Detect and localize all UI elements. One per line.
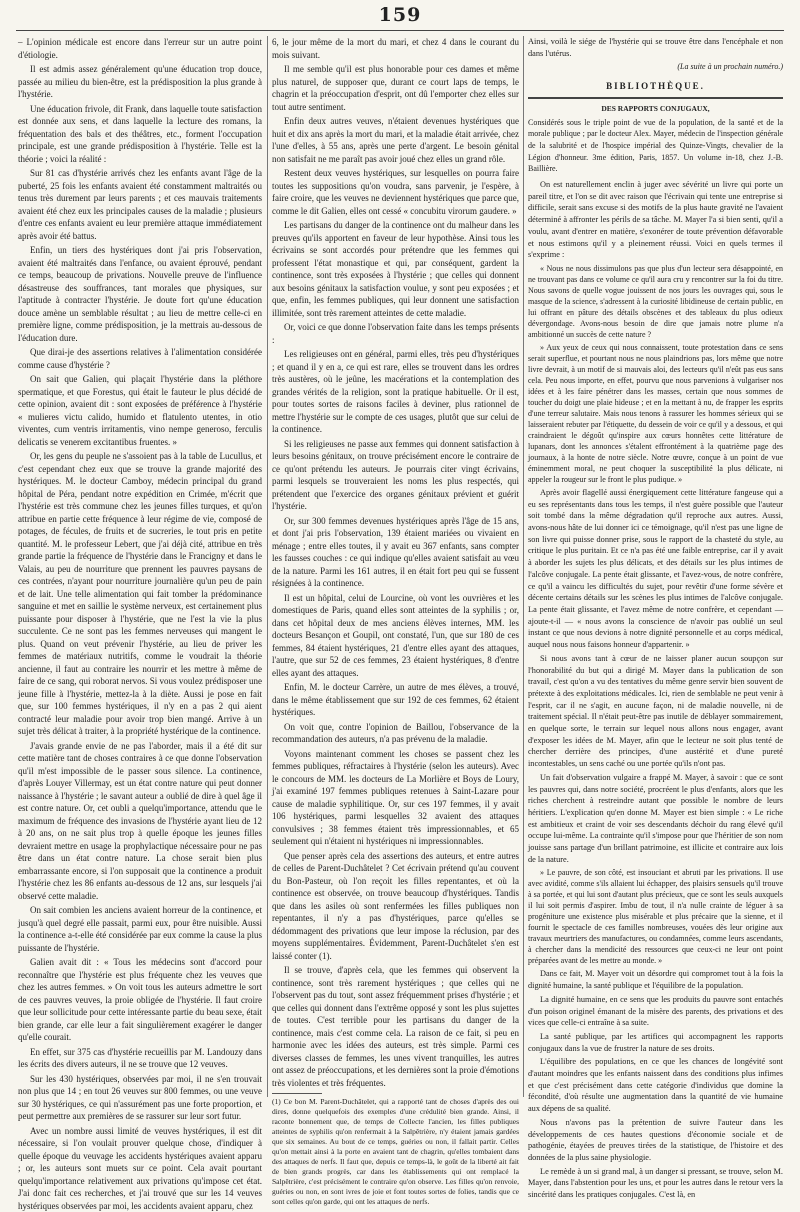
column-divider (523, 36, 524, 1097)
quote-paragraph: » Le pauvre, de son côté, est insouciant et abruti par les privations. Il use avec avidité, comme s'ils allaient lui échapper, des plaisirs sensuels qu'il trouve à sa portée, et qui lui sont d'autant plus précieux, que ce sont les seuls auxquels il lui soit permis d'aspirer. Imbu de tout, il n'a nulle crainte de léguer à sa progéniture une existence plus misérable et plus précaire que la sienne, et il fournit le spectacle de ces familles nombreuses, vouées dès leur origine aux travaux meurtriers des manufactures, ou condamnées, comme leurs ascendants, à chercher dans la mendicité des ressources que ceux-ci ne leur ont point préparées avant de les mettre au monde. » (528, 867, 783, 966)
to-be-continued-note: (La suite à un prochain numéro.) (528, 61, 783, 73)
paragraph: Un fait d'observation vulgaire a frappé M. Mayer, à savoir : que ce sont les pauvres qui, dans notre société, procréent le plus d'enfants, alors que les riches cherchent à restreindre autant que possible le nombre de leurs héritiers. L'explication qu'en donne M. Mayer est bien simple : « Le riche est ambitieux et craint de voir ses descendants déchoir du rang élevé qu'il occupe lui-même. La contrainte qu'il s'impose pour que l'héritier de son nom jouisse sans partage d'un brillant patrimoine, est illicite et contraire aux lois de la nature. (528, 772, 783, 866)
paragraph: Galien avait dit : « Tous les médecins sont d'accord pour reconnaître que l'hystérie est plus fréquente chez les veuves que chez les autres femmes. » On voit tous les auteurs admettre le sort de ces pauvres veuves, la proie obligée de l'hystérie. Il faut croire que leur sollicitude pour cette intéressante partie du beau sexe, était bien grande, car elle leur a fait singulièrement exagérer le danger qu'elle courait. (18, 956, 262, 1044)
paragraph: On sait que Galien, qui plaçait l'hystérie dans la pléthore spermatique, et que Forestus, qui était le fauteur le plus décidé de cette opinion, avaient dit : sont exposées de préférence à l'hystérie « mulieres victu calido, humido et flatulento utentes, in otio viventes, cum ventris irritamentis, vino nempe generoso, ferculis delicatis se venerem excitantibus fruentes. » (18, 373, 262, 448)
paragraph: Dans ce fait, M. Mayer voit un désordre qui compromet tout à la fois la dignité humaine, la santé publique et l'équilibre de la population. (528, 968, 783, 991)
paragraph: On sait combien les anciens avaient horreur de la continence, et jusqu'à quel degré elle passait, parmi eux, pour être nuisible. Aussi la continence a-t-elle été considérée par eux comme la cause la plus puissante de l'hystérie. (18, 904, 262, 954)
paragraph: Restent deux veuves hystériques, sur lesquelles on pourra faire toutes les suppositions qu'on voudra, sans parvenir, je l'espère, à faire croire, que les veuves ne deviennent hystériques que parce que, comme le dit Galien, elles ont cessé « concubitu virorum gaudere. » (272, 167, 519, 217)
paragraph: Le remède à un si grand mal, à un danger si pressant, se trouve, selon M. Mayer, dans l'abstention pour les uns, et pour les autres dans le retour vers la sincérité dans les pratiques conjugales. C'est là, en (528, 1166, 783, 1201)
paragraph: Après avoir flagellé aussi énergiquement cette littérature fangeuse qui a eu ses représentants dans tous les temps, il n'est guère possible que l'auteur soit tombé dans la même dégradation qu'il reproche aux autres. Aussi, avons-nous hâte de lui donner ici ce témoignage, qu'il n'est pas une ligne de son livre qui puisse donner prise, sous le rapport de la chasteté du style, au critique le plus puritain. Et ce n'a pas été une faible entreprise, car il y avait à aborder les sujets les plus délicats, et des détails sur les plus intimes de l'alcôve conjugale. La pente était glissante, et l'avez-vous, de notre confrère, ce qu'il a vaincu les difficultés du sujet, pour revêtir d'une forme sévère et décente certains détails sur les scènes les plus intimes de l'alcôve conjugale. La pente était glissante, et l'avez même de notre confrère, et cependant — ajoute-t-il — « nous avons la conscience de n'avoir pas oublié un seul instant ce que nous devions à notre dignité personnelle et au corps médical, auquel nous nous faisons honneur d'appartenir. » (528, 487, 783, 651)
paragraph: Les partisans du danger de la continence ont du malheur dans les preuves qu'ils apportent en faveur de leur hypothèse. Ainsi tous les écrivains se sont accordés pour prétendre que les femmes qui professent l'état monastique et qui, par conséquent, gardent la continence, sont très exposées à l'hystérie ; que celles qui donnent aux besoins génitaux la satisfaction voulue, y sont peu exposées ; et que, enfin, les femmes publiques, qui leur donnent une satisfaction illimitée, sont très rarement atteintes de cette maladie. (272, 219, 519, 319)
page-number: 159 (0, 4, 800, 26)
paragraph: Voyons maintenant comment les choses se passent chez les femmes publiques, réfractaires à l'hystérie (selon les auteurs). Avec le concours de MM. les docteurs de La Morlière et Boys de Loury, j'ai examiné 197 femmes publiques retenues à Saint-Lazare pour cause de maladie syphilitique. Or, sur ces 197 femmes, il y avait 106 hystériques, parmi lesquelles 32 avaient des attaques convulsives ; 38 femmes étaient très impressionnables, et 65 seulement qui n'étaient ni hystériques ni impressionnables. (272, 748, 519, 848)
paragraph: – L'opinion médicale est encore dans l'erreur sur un autre point d'étiologie. (18, 36, 262, 61)
paragraph: Or, les gens du peuple ne s'assoient pas à la table de Lucullus, et c'est cependant chez eux que se trouve la grande majorité des hystériques. M. le docteur Camboy, médecin principal du grand hôpital de Péra, pendant notre expédition en Crimée, m'écrit que l'hystérie est très commune chez les jeunes filles turques, et qu'on attribue en partie cette fréquence à leur régime de vie, composé de potages, de fécules, de fruits et de sucreries, le tout pris en petite quantité. M. le professeur Lebert, que j'ai déjà cité, attribue en très grande partie la fréquence de l'hystérie dans le Francigny et dans le Valais, au peu de nourriture que prennent les pauvres paysans de ces contrées, n'ayant pour nourriture journalière qu'un peu de pain et de lait. Une telle alimentation qui fait tomber la prédominance sanguine et met en saillie le système nerveux, est certainement plus puissante pour disposer à l'hystérie, que ne l'est la vie la plus succulente. Ce ne sont pas les femmes nerveuses qui mangent le plus. Quand on veut prévenir l'hystérie, au lieu de priver les femmes de matériaux nutritifs, comme le voudrait la théorie ancienne, il faut au contraire les nourrir et les mettre à même de faire de ce sang, qui roborat nervos. Si vous voulez prédisposer une jeune fille à l'hystérie, mettez-la à la diète. Aussi je pose en fait que, sur 100 femmes hystériques, il n'y en a pas 2 qui aient contracté leur maladie pour avoir trop bien mangé. Arrive à un sujet très délicat à traiter, à la propriété hystérique de la continence. (18, 450, 262, 738)
paragraph: Or, voici ce que donne l'observation faite dans les temps présents : (272, 321, 519, 346)
paragraph: Nous n'avons pas la prétention de suivre l'auteur dans les développements de ces hautes questions d'économie sociale et de pathogénie, étayées de preuves tirées de la statistique, de l'histoire et des données de la plus saine physiologie. (528, 1117, 783, 1164)
paragraph: Il me semble qu'il est plus honorable pour ces dames et même plus naturel, de supposer que, durant ce court laps de temps, le chagrin et la préoccupation d'esprit, ont dû l'emporter chez elles sur tout autre sentiment. (272, 63, 519, 113)
section-heading: BIBLIOTHÈQUE. (528, 77, 783, 99)
paragraph: En effet, sur 375 cas d'hystérie recueillis par M. Landouzy dans les écrits des divers auteurs, il ne se trouve que 12 veuves. (18, 1046, 262, 1071)
review-title: DES RAPPORTS CONJUGAUX, (528, 103, 783, 115)
paragraph: Il se trouve, d'après cela, que les femmes qui observent la continence, sont très rarement hystériques ; que celles qui ne l'observent pas du tout, sont assez fréquemment prises d'hystérie ; et que celles qui donnent dans l'extrême opposé y sont les plus sujettes de toutes. C'est terrible pour les partisans du danger de la continence, mais c'est comme cela. La raison de ce fait, si peu en harmonie avec les idées des auteurs, est très simple. Parmi ces diverses classes de femmes, les unes vivent tranquilles, les autres ont assez de préoccupations, et les dernières sont la proie d'émotions très violentes et très fréquentes. (272, 964, 519, 1089)
paragraph: 6, le jour même de la mort du mari, et chez 4 dans le courant du mois suivant. (272, 36, 519, 61)
paragraph: Sur 81 cas d'hystérie arrivés chez les enfants avant l'âge de la puberté, 25 fois les enfants avaient été constamment maltraités ou tenus très durement par leurs parents ; et ces mauvais traitements avaient été chez eux les principales causes de la maladie ; plusieurs d'entre ces enfants avaient eu leur première attaque immédiatement après avoir été battus. (18, 167, 262, 242)
column-2 (272, 36, 519, 1103)
paragraph: Enfin deux autres veuves, n'étaient devenues hystériques que huit et dix ans après la mort du mari, et la maladie était arrivée, chez l'une d'elles, à 55 ans, après une perte d'argent. Le besoin génital non satisfait ne me paraît pas avoir joué chez elles un grand rôle. (272, 115, 519, 165)
paragraph: J'avais grande envie de ne pas l'aborder, mais il a été dit sur cette matière tant de choses contraires à ce que donne l'observation qu'il m'est impossible de le passer sous silence. La continence, d'après Louyer Villermay, est un état contre nature qui peut donner naissance à l'hystérie ; le savant auteur a oublié de dire à quel âge il est contre nature. Or, cet oubli a quelqu'importance, attendu que le maximum de fréquence des invasions de l'hystérie ayant lieu de 12 à 20 ans, on ne sait plus trop à quelle époque les jeunes filles devraient mettre en usage la prophylactique nécessaire pour ne pas être dans un état contre nature. La chose serait bien plus embarrassante encore, si l'on supposait que la continence a produit l'hystérie chez les 86 enfants au-dessous de 12 ans, sur lesquels j'ai observé cette maladie. (18, 740, 262, 903)
paragraph: Enfin, un tiers des hystériques dont j'ai pris l'observation, avaient été maltraités dans l'enfance, ou avaient éprouvé, pendant ce temps, beaucoup de privations. Nouvelle preuve de l'influence désastreuse des souffrances, tant morales que physiques, sur l'aptitude à contracter l'hystérie. Je doute fort qu'une éducation douce amène un semblable résultat ; au lieu de mettre celle-ci en première ligne, comme prédisposition, je la mettrais au-dessous de l'éducation dure. (18, 244, 262, 344)
paragraph: On est naturellement enclin à juger avec sévérité un livre qui porte un pareil titre, et l'on se dit avec raison que l'écrivain qui tente une entreprise si difficile, serait sans excuse si des motifs de la plus haute gravité ne l'avaient déterminé à affronter les périls de sa tâche. M. Mayer l'a si bien senti, qu'il a voulu, avant d'entrer en matière, s'exonérer de toute prévention défavorable et nous estimons qu'il y a pleinement réussi. Voici en quels termes il s'exprime : (528, 179, 783, 261)
paragraph: Si les religieuses ne passe aux femmes qui donnent satisfaction à leurs besoins génitaux, on trouve précisément encore le contraire de ce qu'ont prétendu les auteurs. Je pourrais citer vingt écrivains, parmi lesquels se trouveraient les noms les plus respectés, qui prétendent que l'exercice des organes génitaux prévient et guérit l'hystérie. (272, 438, 519, 513)
header-rule (16, 30, 784, 31)
paragraph: Les religieuses ont en général, parmi elles, très peu d'hystériques ; et quand il y en a, ce qui est rare, elles se trouvent dans les ordres très austères, où le jeûne, les macérations et la contemplation des grandes vérités de la religion, sont la pratique habituelle. Or il est, pour toutes sortes de raisons faciles à deviner, plus rationnel de mettre l'hystérie sur le compte de ces usages, plutôt que sur celui de la continence. (272, 348, 519, 436)
paragraph: Une éducation frivole, dit Frank, dans laquelle toute satisfaction est donnée aux sens, et dans laquelle la lecture des romans, la fréquentation des bals et des théâtres, etc., forment l'occupation principale, est une grande prédisposition à l'hystérie. Telle est la théorie ; voici la réalité : (18, 103, 262, 166)
paragraph: Que penser après cela des assertions des auteurs, et entre autres de celles de Parent-Duchâtelet ? Cet écrivain prétend qu'au couvent du Bon-Pasteur, où l'on reçoit les filles repentantes, et où la continence est observée, on trouve beaucoup d'hystériques. Tandis que dans les asiles où sont renfermées les filles publiques non repentantes, il n'y a pas d'hystériques, parce qu'elles se dédommagent des privations que leur impose la réclusion, par des moyens supplémentaires. Évidemment, Parent-Duchâtelet s'en est laissé conter (1). (272, 850, 519, 963)
quote-paragraph: « Nous ne nous dissimulons pas que plus d'un lecteur sera désappointé, en ne trouvant pas dans ce volume ce qu'il aura cru y rencontrer sur la foi du titre. Nous savons de quelle vogue jouissent de nos jours les ouvrages qui, sous le masque de la science, s'adressent à la curiosité libidineuse de certain public, en lui offrant en pâture des détails obscènes et des tableaux du plus odieux dévergondage. Avons-nous besoin de dire que jamais notre plume n'a ambitionné un succès de cette nature ? (528, 263, 783, 340)
paragraph: Il est admis assez généralement qu'une éducation trop douce, passée au milieu du bien-être, est la prédisposition la plus grande à l'hystérie. (18, 63, 262, 101)
review-citation: Considérés sous le triple point de vue de la population, de la santé et de la morale publique ; par le docteur Alex. Mayer, médecin de l'inspection générale de la salubrité et de l'hospice impérial des Quinze-Vingts, chevalier de la Légion d'honneur. 3me édition, Paris, 1857. Un volume in-18, chez J.-B. Baillière. (528, 117, 783, 176)
column-3 (528, 36, 783, 1103)
quote-paragraph: » Aux yeux de ceux qui nous connaissent, toute protestation dans ce sens serait superflue, et pourtant nous ne nous plaindrions pas, lors même que notre livre devrait, à un motif de si mauvais aloi, des lecteurs qu'il n'eût pas eus sans cela. Peu nous importe, en effet, pourvu que nous parvenions à vulgariser nos idées et à les faire pénétrer dans les masses, certain que nous sommes de toucher du doigt une plaie hideuse ; et en la mettant à nu, de frapper les esprits d'une terreur salutaire. Mais nous tenons à rassurer les hommes sérieux qui se laisseraient rebuter par l'étiquette, du dessein de voir ce qu'il y a dessous, et qui craindraient le dégoût qu'inspire aux cœurs honnêtes cette littérature de lupanars, dont les annonces s'étalent effrontément à la quatrième page des journaux, à la honte de notre siècle. Notre œuvre, conçue à un point de vue éminemment moral, ne peut choquer la susceptibilité la plus délicate, ni appeler la rougeur sur le front le plus pudique. » (528, 342, 783, 485)
paragraph: Il est un hôpital, celui de Lourcine, où vont les ouvrières et les domestiques de Paris, quand elles sont atteintes de la syphilis ; or, dans cet hôpital deux de mes anciens élèves internes, MM. les docteurs Besançon et Goupil, ont constaté, l'un, que sur 180 de ces femmes, 84 étaient hystériques, 21 d'entre elles ayant des attaques, l'autre, que sur 52 de ces femmes, 23 étaient hystériques, 8 d'entre elles ayant des attaques. (272, 592, 519, 680)
paragraph: Si nous avons tant à cœur de ne laisser planer aucun soupçon sur l'honorabilité du but qui a dirigé M. Mayer dans la publication de son travail, c'est qu'on a vu des tentatives du même genre servir bien souvent de prétexte à des exploitations médicales. Ici, rien de semblable ne peut venir à l'esprit, car il ne s'agit, en aucune façon, ni de maladie nouvelle, ni de traitement spécial. Il n'était peut-être pas inutile de déblayer sommairement, en quelque sorte, le terrain sur lequel nous allons nous engager, avant d'exposer les idées de M. Mayer, afin que le lecteur ne soit plus tenté de chercher derrière des principes, d'une austérité et d'une pureté incontestables, un sens caché ou une portée qu'ils n'ont pas. (528, 653, 783, 770)
paragraph: La dignité humaine, en ce sens que les produits du pauvre sont entachés d'un poison originel émanant de la misère des parents, des privations et des vices que celle-ci entraîne à sa suite. (528, 994, 783, 1029)
column-1 (18, 36, 262, 1103)
paragraph: Avec un nombre aussi limité de veuves hystériques, il est dit nécessaire, si l'on voulait prouver quelque chose, d'indiquer à quelle époque du veuvage les accidents hystériques avaient apparu ; or, les auteurs sont muets sur ce point. Cela avait pourtant quelqu'importance relativement aux privations qu'impose cet état. J'ai donc fait ces recherches, et j'ai trouvé que sur les 14 veuves hystériques observées par moi, les accidents avaient apparu, chez (18, 1125, 262, 1212)
footnote: (1) Ce bon M. Parent-Duchâtelet, qui a rapporté tant de choses d'après des oui dires, donne quelquefois des exemples d'une crédulité bien grande. Ainsi, il raconte bonnement que, de temps de Collecte l'ancien, les filles publiques atteintes de syphilis qu'on renfermait à la Salpêtrière, n'y étaient jamais gardées que six semaines. Au bout de ce temps, guéries ou non, il fallait partir. Celles qu'on mettait ainsi à la porte en avaient tant de chagrin, qu'elles tombaient dans des attaques de nerfs. Il faut que, depuis ce temps-là, le goût de la liberté ait fait de bien grands progrès, car dans les établissements qui ont remplacé la Salpêtrière, c'est précisément le contraire qu'on observe. Les filles qu'on renvoie, guéries ou non, en sont ivres de joie et font toutes sortes de folies, tandis que ce sont celles qu'on garde, qui ont les attaques de nerfs. (272, 1097, 519, 1207)
paragraph: Or, sur 300 femmes devenues hystériques après l'âge de 15 ans, et dont j'ai pris l'observation, 139 étaient mariées ou vivaient en ménage ; entre elles toutes, il y avait eu 367 enfants, sans compter les fausses couches : ce qui indique qu'elles avaient satisfait au vœu de la nature. Parmi les 161 autres, il en était fort peu qui se fussent résignées à la continence. (272, 515, 519, 590)
paragraph: La santé publique, par les artifices qui accompagnent les rapports conjugaux dans la vue de frustrer la nature de ses droits. (528, 1031, 783, 1054)
paragraph: L'équilibre des populations, en ce que les chances de longévité sont d'autant moindres que les enfants naissent dans des conditions plus infimes et que c'est précisément dans cette catégorie d'individus que domine la fécondité, d'où résulte une augmentation dans la quantité de vie humaine aux dépens de sa qualité. (528, 1056, 783, 1115)
paragraph: Ainsi, voilà le siége de l'hystérie qui se trouve être dans l'encéphale et non dans l'utérus. (528, 36, 783, 59)
footnote-divider (272, 1093, 322, 1094)
column-divider (267, 36, 268, 1097)
paragraph: Que dirai-je des assertions relatives à l'alimentation considérée comme cause d'hystérie ? (18, 346, 262, 371)
paragraph: On voit que, contre l'opinion de Baillou, l'observance de la recommandation des auteurs, n'a pas prévenu de la maladie. (272, 721, 519, 746)
paragraph: Enfin, M. le docteur Carrère, un autre de mes élèves, a trouvé, dans le même établissement que sur 192 de ces femmes, 62 étaient hystériques. (272, 681, 519, 719)
paragraph: Sur les 430 hystériques, observées par moi, il ne s'en trouvait non plus que 14 ; en tout 26 veuves sur 800 femmes, ou une veuve sur 30 hystériques, ce qui n'assurément pas une forte proportion, et peut permettre aux premières de se rassurer sur leur sort futur. (18, 1073, 262, 1123)
